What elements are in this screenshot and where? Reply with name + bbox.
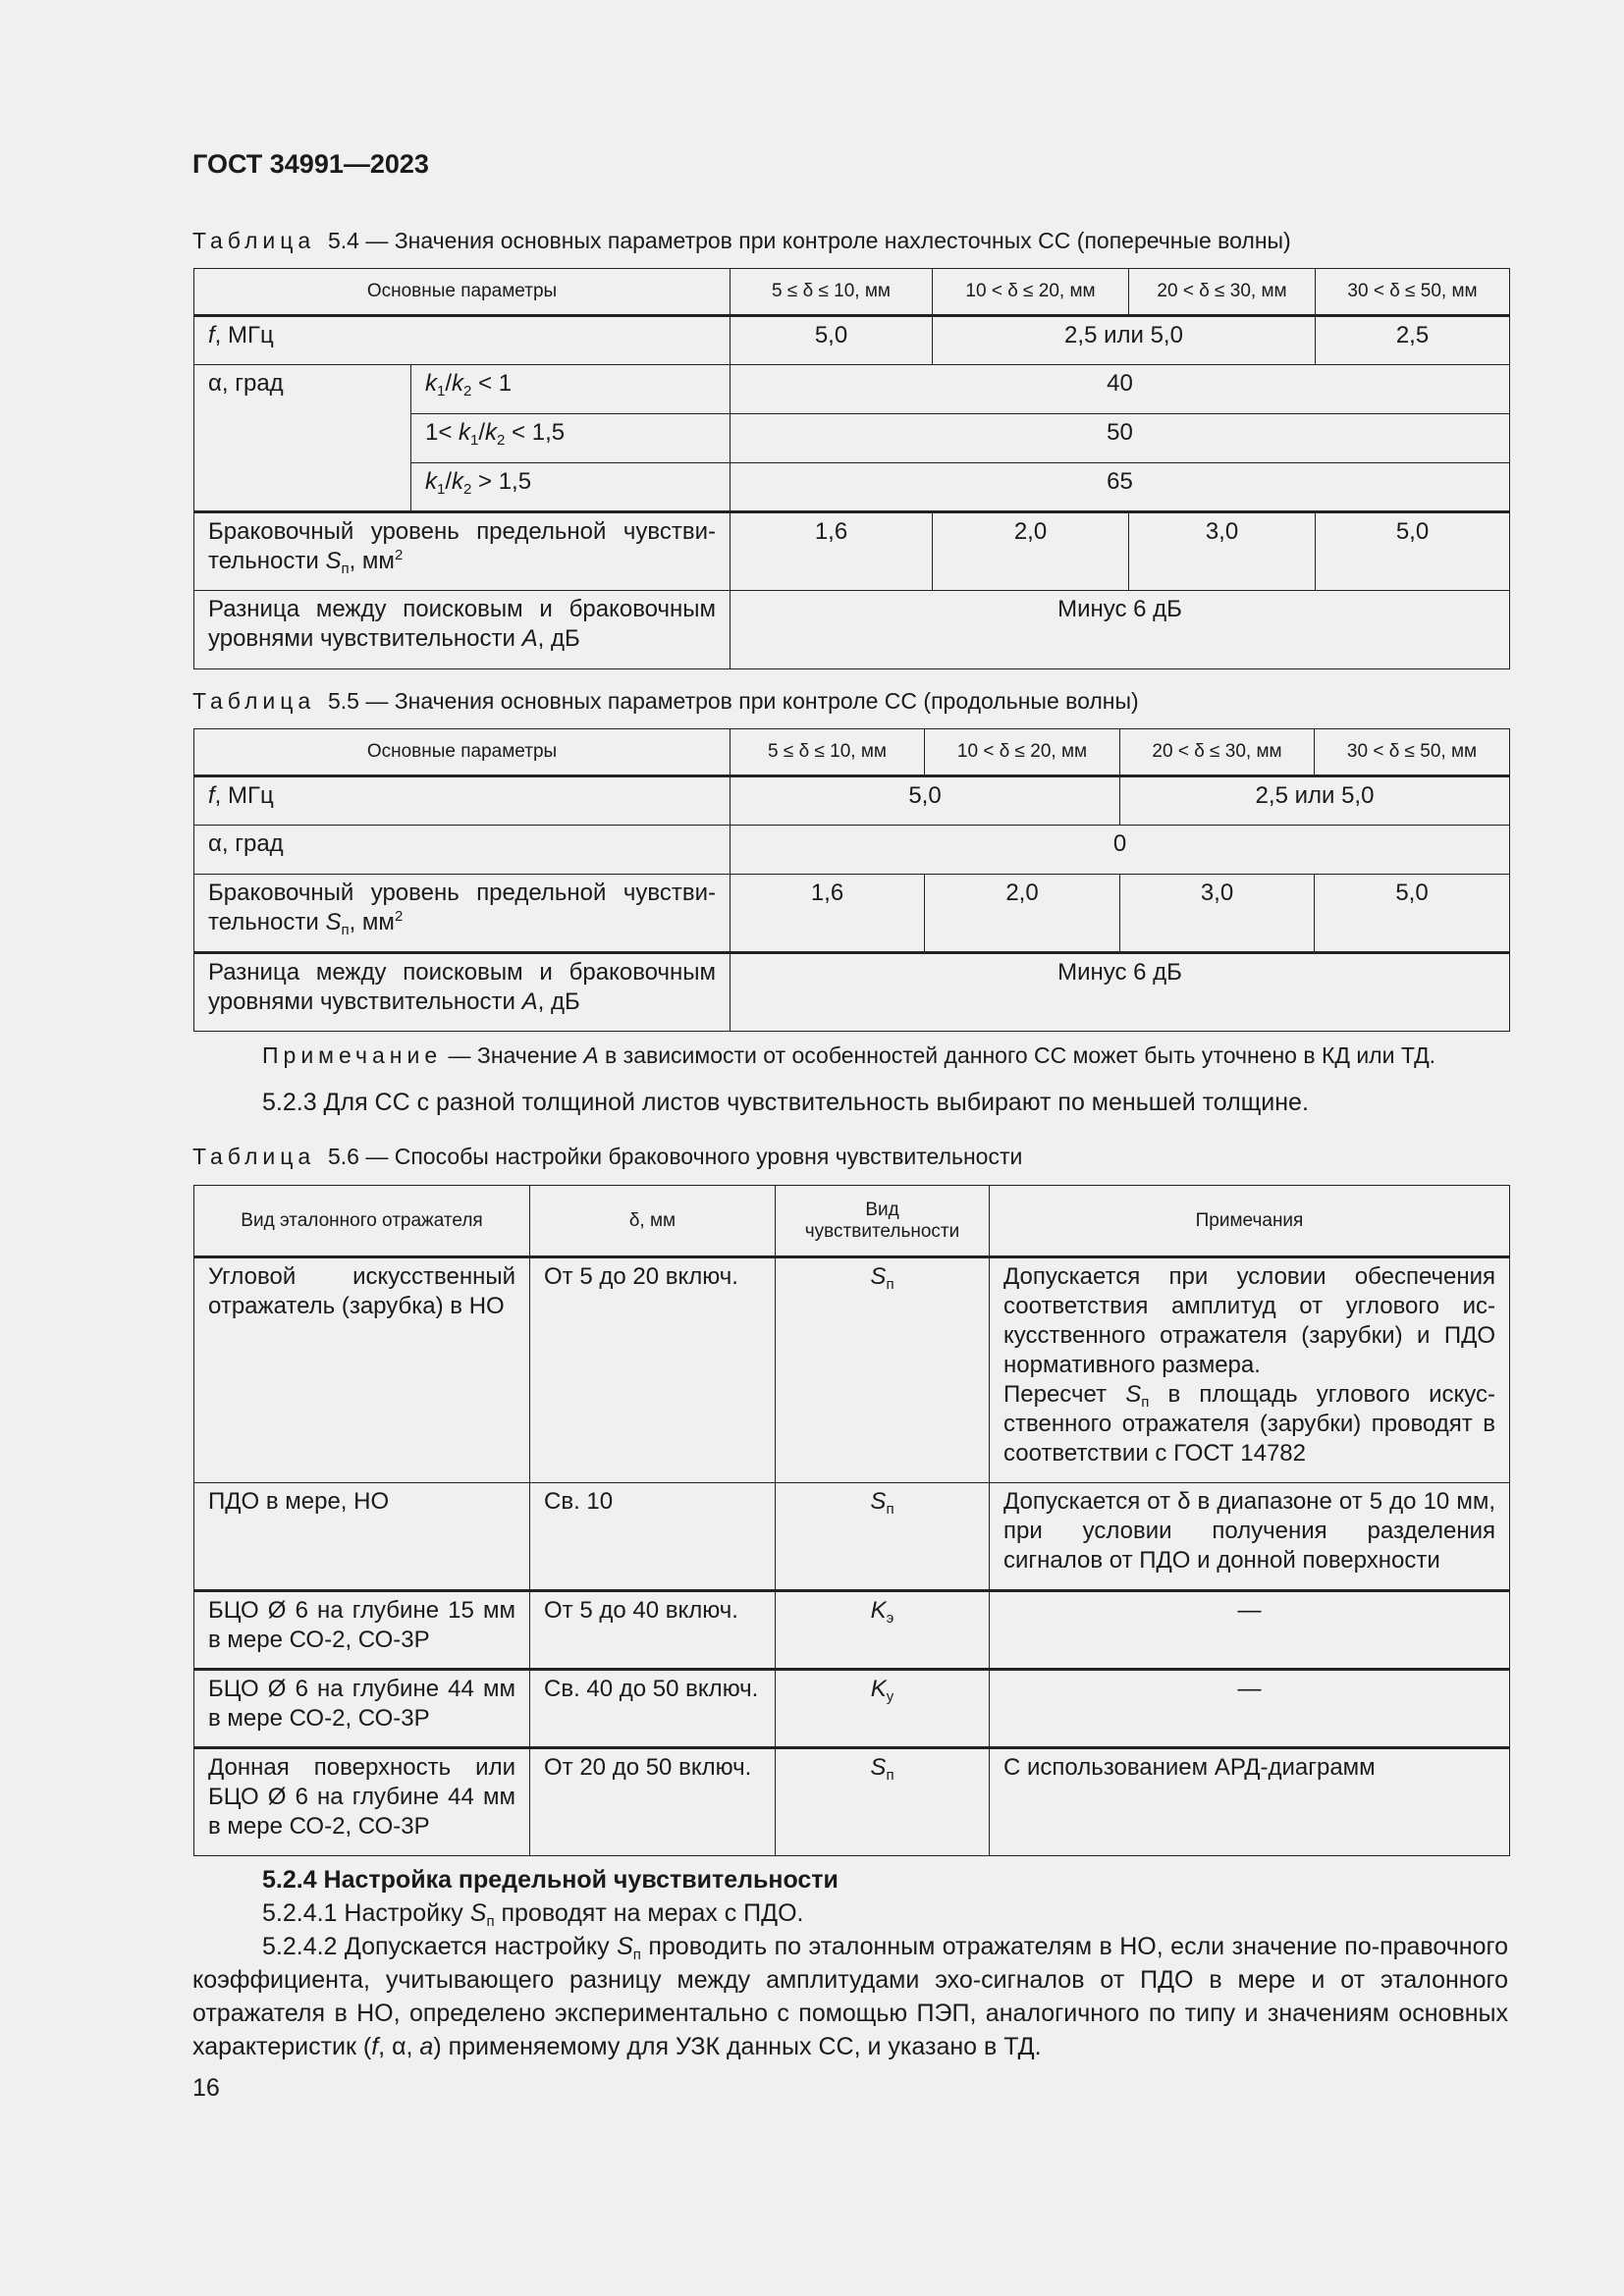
cell-value: 3,0 [1120,875,1315,953]
document-id: ГОСТ 34991—2023 [192,149,429,179]
delta-cell: Св. 40 до 50 включ. [530,1670,776,1748]
cell-value: 5,0 [1315,875,1510,953]
sensitivity-cell: $K_у$ [776,1670,990,1748]
paragraph-5-2-4-2: 5.2.4.2 Допускается настройку $S_п$ проводить по эталонным отражателям в НО, если значение по-правочного коэффициента, учитывающего разницу между амплитудами эхо-сигналов от ПДО в мере и от эталонного отражателя в НО, определено экспериментально с помощью ПЭП, аналогичного по типу и значениям основных характеристик (f, α, a) применяемому для УЗК данных СС, и указано в ТД. [192,1933,1508,2060]
paragraph-5-2-3: 5.2.3 Для СС с разной толщиной листов чувствительность выбирают по меньшей толщине. [262,1089,1309,1116]
row-label: Разница между поисковым и браковочным уровнями чувствительности A, дБ [194,953,731,1032]
cell-value: 3,0 [1129,512,1316,591]
table-row [194,1748,1510,1856]
cell-value: 2,5 [1316,316,1510,365]
sub-row-label: $k_1/k_2 < 1$ [411,365,731,414]
table-5-6 [193,1185,1510,1856]
header-cell: Примечания [990,1186,1510,1257]
header-cell: Основные параметры [194,729,731,776]
sensitivity-cell: $S_п$ [776,1748,990,1856]
table-5-4-caption [192,228,1291,254]
table-5-4 [193,268,1510,669]
header-cell: Основные параметры [194,269,731,316]
cell-value: Минус 6 дБ [731,591,1510,669]
row-label: Браковочный уровень предельной чувстви-тельности $S_п$, $мм^2$ [194,875,731,953]
note-word: Примечание [262,1042,443,1068]
table-row [194,1670,1510,1748]
cell-value: 1,6 [731,512,933,591]
cell-value: 1,6 [731,875,925,953]
row-label: Разница между поисковым и браковочным уровнями чувствительности A, дБ [194,591,731,669]
row-label: α, град [194,826,731,875]
cell-value: 65 [731,463,1510,512]
table-row [194,1483,1510,1591]
note: Примечание — Значение A в зависимости от особенностей данного СС может быть уточнено в КД или ТД. [262,1042,1436,1068]
page-number: 16 [192,2074,220,2102]
header-cell: Вид эталонного отражателя [194,1186,530,1257]
reflector-cell: БЦО Ø 6 на глубине 44 мм в мере СО-2, СО-3Р [194,1670,530,1748]
table-5-5 [193,728,1510,1032]
reflector-cell: Угловой искусственный отражатель (зарубка) в НО [194,1257,530,1483]
table-caption-word: Таблица [192,228,316,253]
cell-value: 2,0 [933,512,1129,591]
table-row [194,1257,1510,1483]
cell-value: 0 [731,826,1510,875]
delta-cell: От 20 до 50 включ. [530,1748,776,1856]
cell-value: 2,5 или 5,0 [933,316,1316,365]
reflector-cell: ПДО в мере, НО [194,1483,530,1591]
table-caption-text: 5.5 — Значения основных параметров при контроле СС (продольные волны) [327,688,1139,714]
notes-cell: — [990,1670,1510,1748]
table-5-5-caption [192,688,1139,715]
paragraph-5-2-4-1: 5.2.4.1 Настройку $S_п$ проводят на мерах с ПДО. [262,1899,804,1930]
header-cell: 20 < δ ≤ 30, мм [1120,729,1315,776]
sensitivity-cell: $S_п$ [776,1483,990,1591]
notes-cell: Допускается при условии обеспечения соответствия амплитуд от углового ис-кусственного отражателя (зарубки) и ПДО нормативного размера. Пересчет $S_п$ в площадь углового искус-ственного отражателя (зарубки) проводят в соответствии с ГОСТ 14782 [990,1257,1510,1483]
section-5-2-4-title: 5.2.4 Настройка предельной чувствительности [262,1866,839,1894]
delta-cell: От 5 до 40 включ. [530,1591,776,1670]
cell-value: 5,0 [731,776,1120,826]
table-row [194,1591,1510,1670]
header-cell: 10 < δ ≤ 20, мм [925,729,1120,776]
notes-cell: Допускается от δ в диапазоне от 5 до 10 мм, при условии получения разделения сигналов от ПДО и донной поверхности [990,1483,1510,1591]
row-label: f, МГц [194,776,731,826]
sub-row-label: $k_1/k_2 > 1,5$ [411,463,731,512]
cell-value: 5,0 [1316,512,1510,591]
header-cell: 20 < δ ≤ 30, мм [1129,269,1316,316]
header-cell: 30 < δ ≤ 50, мм [1316,269,1510,316]
cell-value: 5,0 [731,316,933,365]
header-cell: 10 < δ ≤ 20, мм [933,269,1129,316]
cell-value: 50 [731,414,1510,463]
notes-cell: С использованием АРД-диаграмм [990,1748,1510,1856]
header-cell: Вид чувствительности [776,1186,990,1257]
row-label: α, град [194,365,411,512]
table-caption-text: 5.6 — Способы настройки браковочного уровня чувствительности [327,1144,1023,1169]
delta-cell: Св. 10 [530,1483,776,1591]
table-caption-text: 5.4 — Значения основных параметров при контроле нахлесточных СС (поперечные волны) [327,228,1291,253]
row-label: f, МГц [194,316,731,365]
delta-cell: От 5 до 20 включ. [530,1257,776,1483]
cell-value: 2,0 [925,875,1120,953]
cell-value: 2,5 или 5,0 [1120,776,1510,826]
header-cell: 5 ≤ δ ≤ 10, мм [731,269,933,316]
table-5-6-caption [192,1144,1022,1170]
table-caption-word: Таблица [192,688,316,714]
header-cell: δ, мм [530,1186,776,1257]
sensitivity-cell: $K_э$ [776,1591,990,1670]
cell-value: 40 [731,365,1510,414]
row-label: Браковочный уровень предельной чувстви-тельности $S_п$, $мм^2$ [194,512,731,591]
cell-value: Минус 6 дБ [731,953,1510,1032]
reflector-cell: БЦО Ø 6 на глубине 15 мм в мере СО-2, СО-3Р [194,1591,530,1670]
sub-row-label: $1< k_1/k_2 < 1,5$ [411,414,731,463]
notes-cell: — [990,1591,1510,1670]
sensitivity-cell: $S_п$ [776,1257,990,1483]
reflector-cell: Донная поверхность или БЦО Ø 6 на глубине 44 мм в мере СО-2, СО-3Р [194,1748,530,1856]
header-cell: 30 < δ ≤ 50, мм [1315,729,1510,776]
table-caption-word: Таблица [192,1144,316,1169]
header-cell: 5 ≤ δ ≤ 10, мм [731,729,925,776]
